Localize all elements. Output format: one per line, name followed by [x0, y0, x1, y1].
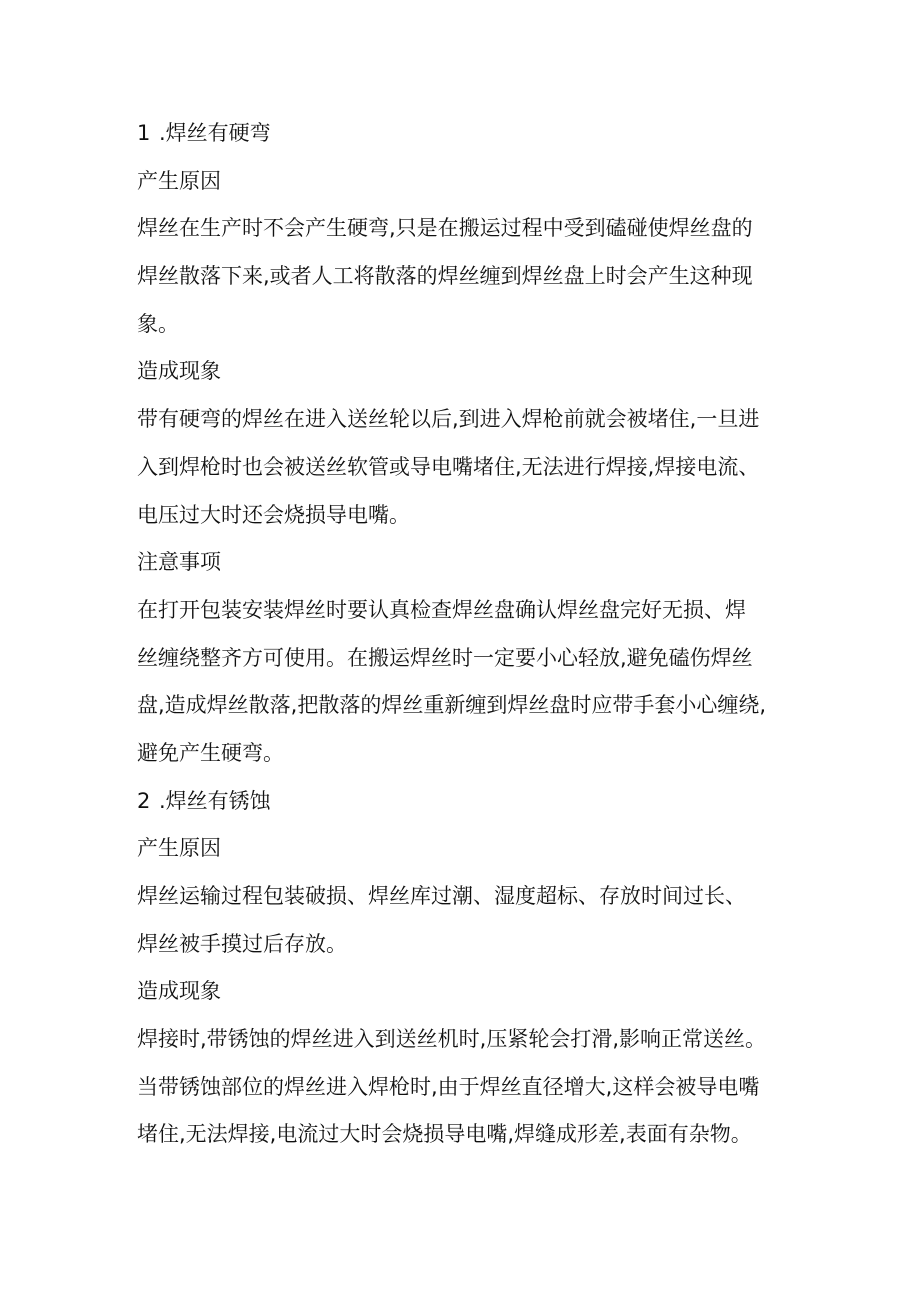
- paragraph-line: 象。: [137, 311, 179, 336]
- paragraph-line: 焊丝运输过程包装破损、焊丝库过潮、湿度超标、存放时间过长、: [137, 884, 746, 908]
- block-label: 产生原因: [137, 836, 221, 861]
- paragraph-line: 盘,造成焊丝散落,把散落的焊丝重新缠到焊丝盘时应带手套小心缠绕,: [137, 693, 767, 718]
- paragraph-line: 焊丝在生产时不会产生硬弯,只是在搬运过程中受到磕碰使焊丝盘的: [137, 216, 753, 241]
- paragraph-line: 焊接时,带锈蚀的焊丝进入到送丝机时,压紧轮会打滑,影响正常送丝。: [137, 1027, 767, 1052]
- block-label: 产生原因: [137, 168, 221, 193]
- section-heading: [137, 110, 797, 158]
- paragraph-line: 焊丝散落下来,或者人工将散落的焊丝缠到焊丝盘上时会产生这种现: [137, 264, 753, 289]
- section-title: .焊丝有锈蚀: [159, 788, 271, 813]
- section-number: 1: [137, 121, 151, 145]
- section-title: .焊丝有硬弯: [159, 121, 271, 145]
- block-label: 注意事项: [137, 550, 221, 575]
- document-body: [137, 110, 797, 1159]
- section-heading: [137, 778, 797, 826]
- paragraph-line: 避免产生硬弯。: [137, 740, 284, 765]
- paragraph-line: 当带锈蚀部位的焊丝进入焊枪时,由于焊丝直径增大,这样会被导电嘴: [137, 1074, 760, 1099]
- paragraph-line: 焊丝被手摸过后存放。: [137, 931, 347, 956]
- section-number: 2: [137, 788, 151, 813]
- paragraph-line: 丝缠绕整齐方可使用。在搬运焊丝时一定要小心轻放,避免磕伤焊丝: [137, 645, 753, 670]
- block-label: 造成现象: [137, 359, 221, 384]
- paragraph-line: 在打开包装安装焊丝时要认真检查焊丝盘确认焊丝盘完好无损、焊: [137, 597, 746, 622]
- paragraph-line: 电压过大时还会烧损导电嘴。: [137, 502, 410, 527]
- paragraph-line: 带有硬弯的焊丝在进入送丝轮以后,到进入焊枪前就会被堵住,一旦进: [137, 407, 760, 432]
- paragraph-line: 堵住,无法焊接,电流过大时会烧损导电嘴,焊缝成形差,表面有杂物。: [137, 1122, 752, 1147]
- paragraph-line: 入到焊枪时也会被送丝软管或导电嘴堵住,无法进行焊接,焊接电流、: [137, 454, 760, 479]
- block-label: 造成现象: [137, 979, 221, 1004]
